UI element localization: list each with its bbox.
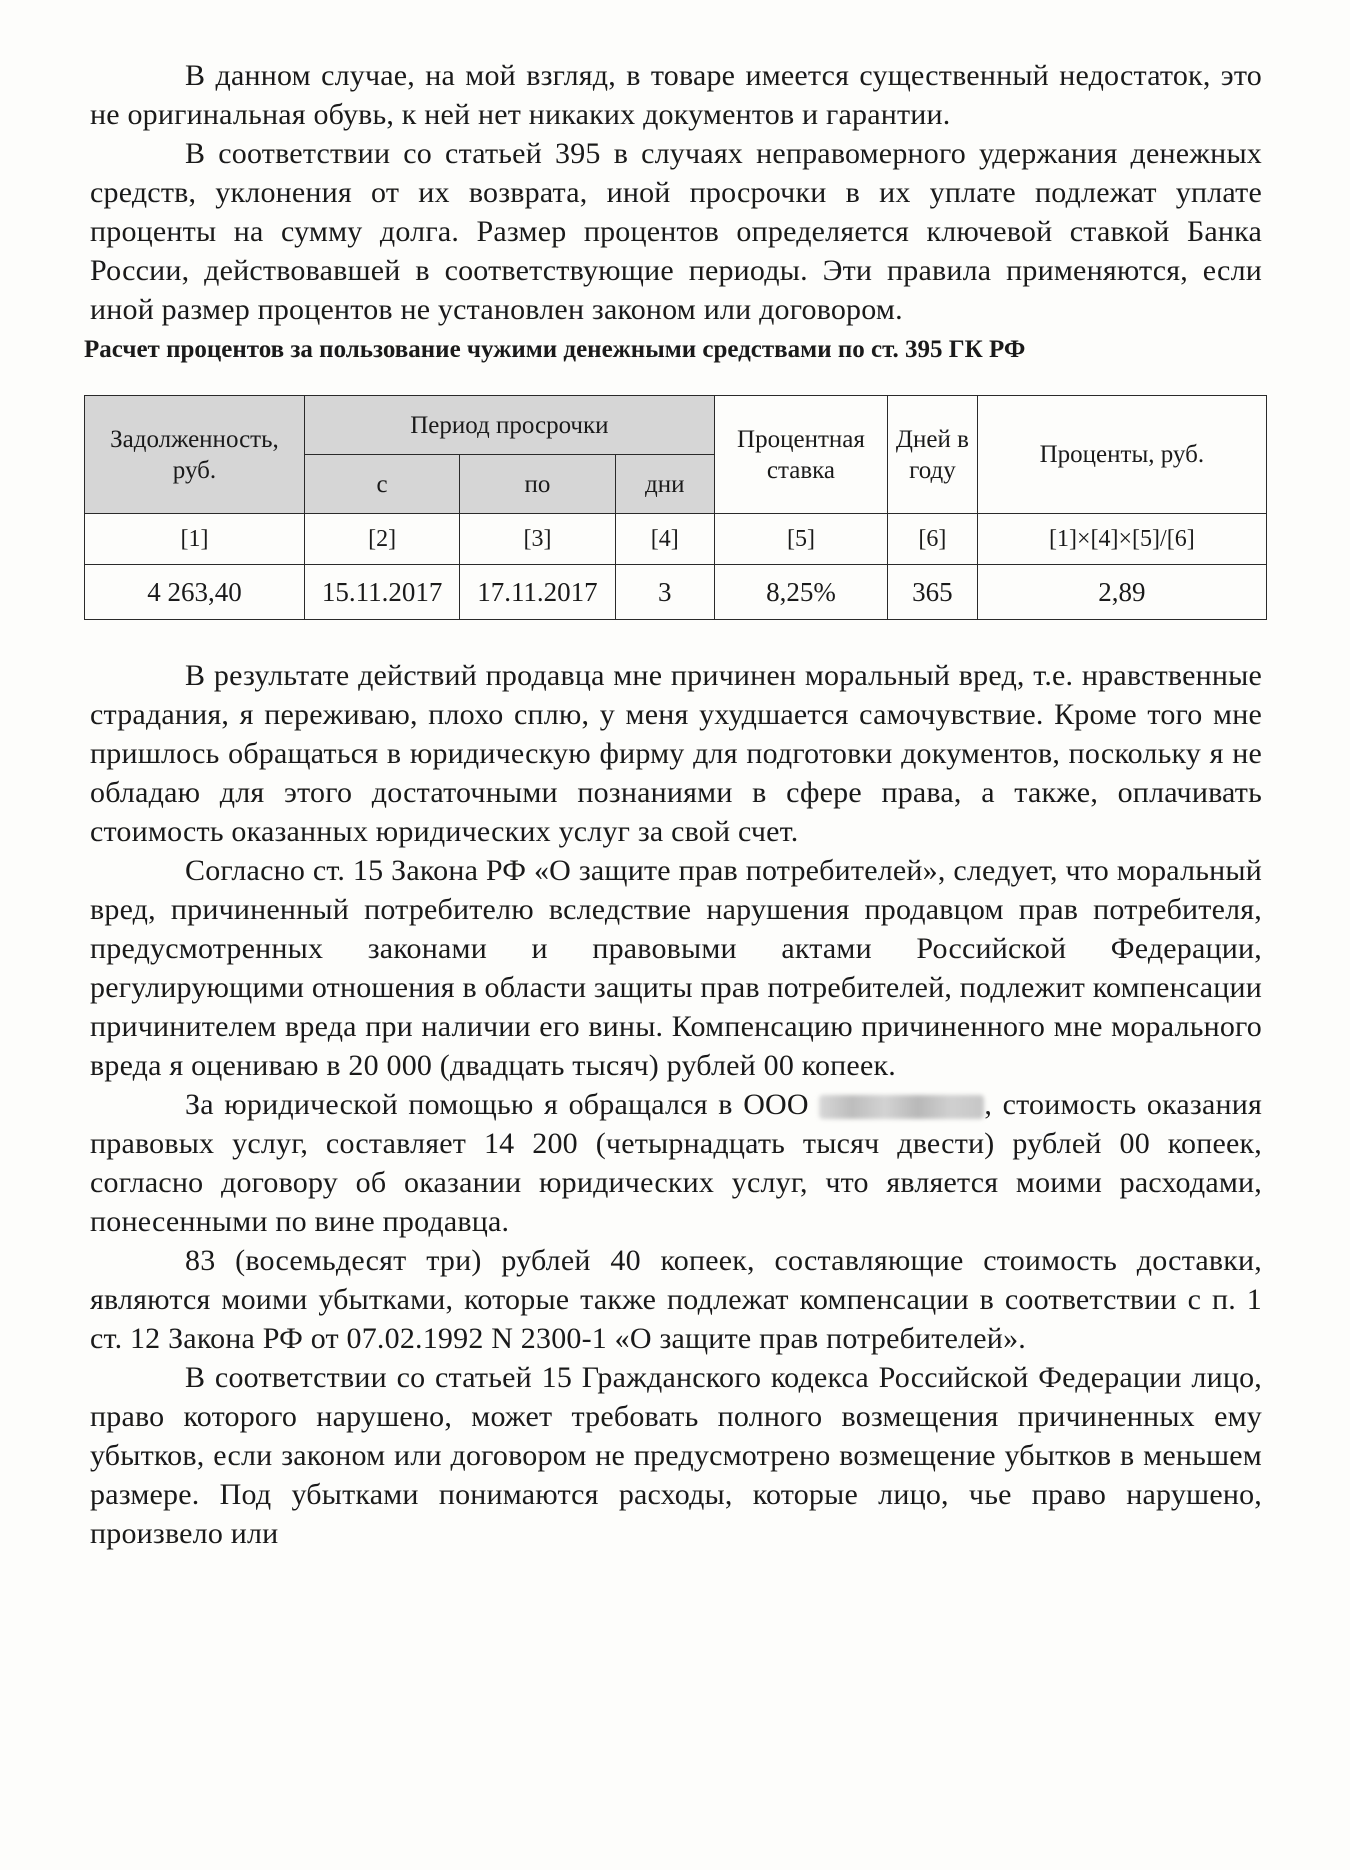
index-cell: [1] — [85, 514, 305, 565]
cell-debt: 4 263,40 — [85, 565, 305, 620]
index-cell: [6] — [888, 514, 978, 565]
header-interest: Проценты, руб. — [977, 396, 1266, 514]
cell-rate: 8,25% — [714, 565, 887, 620]
paragraph-delivery-cost: 83 (восемьдесят три) рублей 40 копеек, составляющие стоимость доставки, являются моими убытками, которые также подлежат компенсации в соответствии с п. 1 ст. 12 Закона РФ от 07.02.1992 N 2300-1 «О защите прав потребителей». — [90, 1244, 1262, 1355]
document-page — [84, 56, 1263, 1553]
header-to: по — [460, 455, 615, 514]
body-text — [90, 656, 1262, 1553]
paragraph-civil-code-15: В соответствии со статьей 15 Гражданского кодекса Российской Федерации лицо, право которого нарушено, может требовать полного возмещения причиненных ему убытков, если законом или договором не предусмотрено возмещение убытков в меньшем размере. Под убытками понимаются расходы, которые лицо, чье право нарушено, произвело или — [90, 1361, 1262, 1550]
index-cell: [3] — [460, 514, 615, 565]
legal-help-text-start: За юридической помощью я обращался в ООО — [185, 1088, 809, 1121]
redacted-company-name — [819, 1095, 984, 1119]
header-from: с — [304, 455, 459, 514]
cell-to: 17.11.2017 — [460, 565, 615, 620]
cell-days: 3 — [615, 565, 714, 620]
paragraph-article-395: В соответствии со статьей 395 в случаях неправомерного удержания денежных средств, уклонения от их возврата, иной просрочки в их уплате подлежат уплате проценты на сумму долга. Размер процентов определяется ключевой ставкой Банка России, действовавшей в соответствующие периоды. Эти правила применяются, если иной размер процентов не установлен законом или договором. — [90, 137, 1262, 326]
interest-calculation-table — [84, 395, 1267, 620]
paragraph-legal-help — [90, 1085, 1262, 1241]
legal-help-text-end: , стоимость оказания правовых услуг, составляет 14 200 (четырнадцать тысяч двести) рублей 00 копеек, согласно договору об оказании юридических услуг, что является моими расходами, понесенными по вине продавца. — [90, 1088, 1263, 1238]
index-row — [85, 514, 1267, 565]
header-days: дни — [615, 455, 714, 514]
header-period: Период просрочки — [304, 396, 714, 455]
index-cell: [1]×[4]×[5]/[6] — [977, 514, 1266, 565]
paragraph-article-15-law: Согласно ст. 15 Закона РФ «О защите прав потребителей», следует, что моральный вред, причиненный потребителю вследствие нарушения продавцом прав потребителя, предусмотренных законами и правовыми актами Российской Федерации, регулирующими отношения в области защиты прав потребителей, подлежит компенсации причинителем вреда при наличии его вины. Компенсацию причиненного мне морального вреда я оцениваю в 20 000 (двадцать тысяч) рублей 00 копеек. — [90, 854, 1262, 1082]
calculation-title: Расчет процентов за пользование чужими денежными средствами по ст. 395 ГК РФ — [84, 336, 1026, 363]
paragraph-defect: В данном случае, на мой взгляд, в товаре имеется существенный недостаток, это не оригинальная обувь, к ней нет никаких документов и гарантии. — [90, 59, 1262, 131]
cell-interest: 2,89 — [977, 565, 1266, 620]
header-days-year: Дней в году — [888, 396, 978, 514]
index-cell: [4] — [615, 514, 714, 565]
paragraph-moral-harm: В результате действий продавца мне причинен моральный вред, т.е. нравственные страдания, я переживаю, плохо сплю, у меня ухудшается самочувствие. Кроме того мне пришлось обращаться в юридическую фирму для подготовки документов, поскольку я не обладаю для этого достаточными познаниями в сфере права, а также, оплачивать стоимость оказанных юридических услуг за свой счет. — [90, 659, 1262, 848]
index-cell: [2] — [304, 514, 459, 565]
cell-days-year: 365 — [888, 565, 978, 620]
cell-from: 15.11.2017 — [304, 565, 459, 620]
index-cell: [5] — [714, 514, 887, 565]
table-row — [85, 565, 1267, 620]
header-rate: Процентная ставка — [714, 396, 887, 514]
header-debt: Задолженность, руб. — [85, 396, 305, 514]
